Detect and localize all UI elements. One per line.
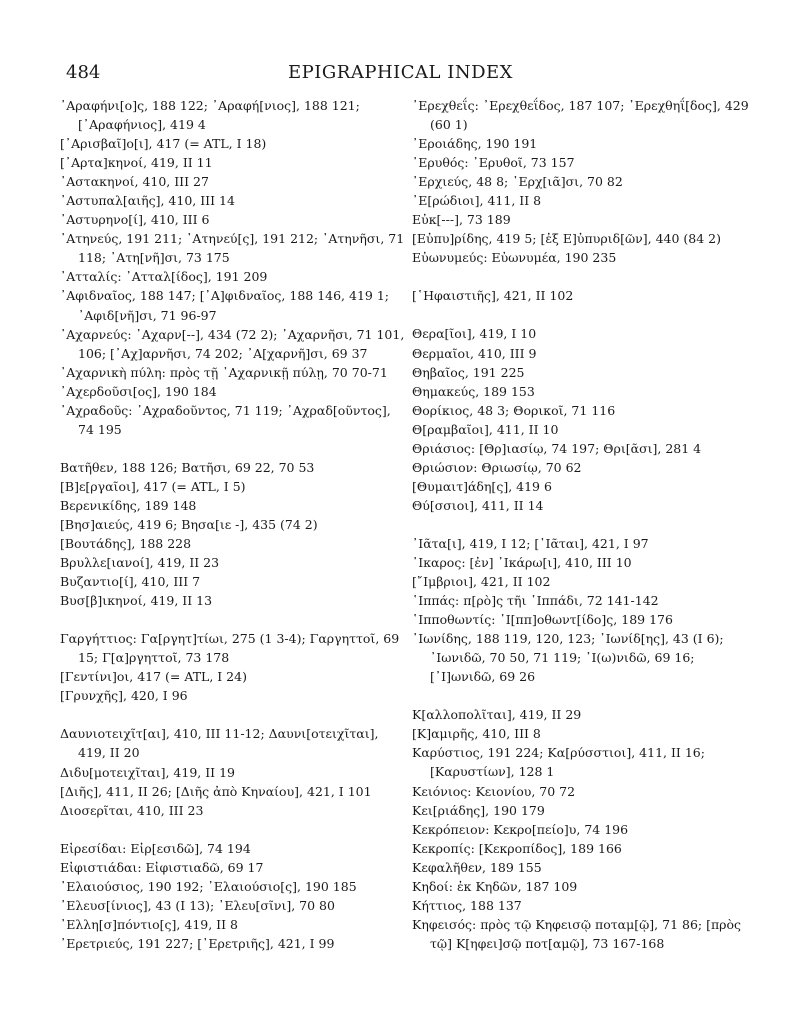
index-entry: Κει[ριάδης], 190 179 (412, 802, 545, 818)
index-entry: Διοσερῖται, 410, III 23 (60, 802, 204, 818)
index-entry: ῾Ιππάς: π[ρὸ]ς τῆι ῾Ιππάδι, 72 141-142 (412, 593, 659, 609)
index-entry: Κηδοί: ἐκ Κηδῶν, 187 109 (412, 878, 578, 894)
index-entry: Κεκρόπειον: Κεκρο[πείο]υ, 74 196 (412, 821, 629, 837)
index-entry: Κηφεισός: πρὸς τῷ Κηφεισῷ ποταμ[ῷ], 71 86; [πρὸς τῷ] Κ[ηφει]σῷ ποτ[αμῷ], 73 167-168 (412, 916, 742, 951)
index-entry: Κ[αλλοπολῖται], 419, II 29 (412, 707, 582, 723)
index-entry: [Β]ε[ργαῖοι], 417 (= ATL, I 5) (60, 478, 246, 494)
index-entry: [Βησ]αιεύς, 419 6; Βησα[ιε -], 435 (74 2) (60, 516, 318, 532)
group-gap (412, 686, 752, 705)
index-entry: Κεκροπίς: [Κεκροπίδος], 189 166 (412, 840, 622, 856)
index-entry: [Εὐπυ]ρίδης, 419 5; [ἐξ Ε]ὐπυριδ[ῶν], 440 (84 2) (412, 231, 722, 247)
index-entry: Θριάσιος: [Θρ]ιασίῳ, 74 197; Θρι[ᾶσι], 281 4 (412, 440, 702, 456)
index-entry: Θορίκιος, 48 3; Θορικοῖ, 71 116 (412, 402, 616, 418)
index-entry: ᾿Αχαρνικὴ πύλη: πρὸς τῇ ᾿Αχαρνικῇ πύλῃ, 70 70-71 (60, 364, 388, 380)
group-gap (412, 267, 752, 286)
index-entry: ᾿Ελαιούσιος, 190 192; ᾿Ελαιούσιο[ς], 190 185 (60, 878, 357, 894)
index-entry: Θ[ραμβαῖοι], 411, II 10 (412, 421, 559, 437)
group-gap (412, 305, 752, 324)
index-entry: [῎Ιμβριοι], 421, II 102 (412, 574, 551, 590)
index-entry: Βυσ[β]ικηνοί, 419, II 13 (60, 593, 213, 609)
index-entry: [᾿Αρτα]κηνοί, 419, II 11 (60, 155, 213, 171)
index-column-right (412, 96, 752, 953)
index-entry: ᾿Αραφήνι[ο]ς, 188 122; ᾿Αραφή[νιος], 188 121; [᾿Αραφήνιος], 419 4 (60, 98, 360, 133)
index-entry: ᾿Αχερδοῦσι[ος], 190 184 (60, 383, 217, 399)
index-entry: [Θυμαιτ]άδη[ς], 419 6 (412, 478, 552, 494)
index-entry: ᾿Εροιάδης, 190 191 (412, 136, 538, 152)
index-entry: ᾿Ικαρος: [ἐν] ᾿Ικάρω[ι], 410, III 10 (412, 554, 632, 570)
index-entry: ᾿Ε[ρώδιοι], 411, II 8 (412, 193, 542, 209)
index-entry: ᾿Ιᾶτα[ι], 419, I 12; [᾿Ιᾶται], 421, I 97 (412, 535, 649, 551)
index-entry: Εἰφιστιάδαι: Εἰφιστιαδῶ, 69 17 (60, 859, 264, 875)
index-entry: Καρύστιος, 191 224; Κα[ρύσστιοι], 411, II 16; [Καρυστίων], 128 1 (412, 745, 705, 780)
index-entry: ᾿Αχαρνεύς: ᾿Αχαρν[--], 434 (72 2); ᾿Αχαρνῆσι, 71 101, 106; [᾿Αχ]αρνῆσι, 74 202; ᾿Α[χαρνῆ]σι, 69 37 (60, 326, 405, 361)
index-entry: Θύ[σσιοι], 411, II 14 (412, 497, 544, 513)
group-gap (60, 439, 406, 458)
index-entry: Βυζαντιο[ί], 410, III 7 (60, 574, 201, 590)
page-title: EPIGRAPHICAL INDEX (288, 62, 513, 83)
index-entry: ᾿Ελευσ[ίνιος], 43 (I 13); ᾿Ελευ[σῖνι], 70 80 (60, 897, 335, 913)
index-entry: Κήττιος, 188 137 (412, 897, 522, 913)
index-entry: ᾿Αστυρηνο[ί], 410, III 6 (60, 212, 210, 228)
index-entry: Βερενικίδης, 189 148 (60, 497, 197, 513)
index-entry: ᾿Αστυπαλ[αιῆς], 410, III 14 (60, 193, 235, 209)
index-entry: Βρυλλε[ιανοί], 419, II 23 (60, 555, 220, 571)
index-entry: ᾿Ατταλίς: ᾿Ατταλ[ίδος], 191 209 (60, 269, 268, 285)
index-entry: [Γρυνχῆς], 420, I 96 (60, 688, 188, 704)
index-column-left (60, 96, 406, 953)
index-entry: Θερμαῖοι, 410, III 9 (412, 345, 537, 361)
index-entry: ῾Ιπποθωντίς: ῾Ι[ππ]οθωντ[ίδο]ς, 189 176 (412, 612, 673, 628)
group-gap (60, 820, 406, 839)
index-entry: Θηβαῖος, 191 225 (412, 364, 525, 380)
group-gap (60, 610, 406, 629)
index-entry: ᾿Αφιδναῖος, 188 147; [᾿Α]φιδναῖος, 188 146, 419 1; ᾿Αφιδ[νῆ]σι, 71 96-97 (60, 288, 390, 323)
index-entry: Διδυ[μοτειχῖται], 419, II 19 (60, 764, 235, 780)
group-gap (60, 705, 406, 724)
index-entry: Θερα[ῖοι], 419, I 10 (412, 326, 537, 342)
index-entry: Εὐωνυμεύς: Εὐωνυμέα, 190 235 (412, 250, 617, 266)
index-entry: ᾿Αχραδοῦς: ᾿Αχραδοῦντος, 71 119; ᾿Αχραδ[οῦντος], 74 195 (60, 402, 391, 437)
index-entry: ᾿Ερεχθεΐς: ᾿Ερεχθεΐδος, 187 107; ᾿Ερεχθηΐ[δος], 429 (60 1) (412, 98, 749, 133)
index-entry: ᾿Ερχιεύς, 48 8; ᾿Ερχ[ιᾶ]σι, 70 82 (412, 174, 623, 190)
index-entry: ᾿Ερετριεύς, 191 227; [᾿Ερετριῆς], 421, I 99 (60, 935, 335, 951)
index-entry: Δαυνιοτειχῖτ[αι], 410, III 11-12; Δαυνι[οτειχῖται], 419, II 20 (60, 726, 379, 761)
index-entry: [Διῆς], 411, II 26; [Διῆς ἀπὸ Κηναίου], 421, I 101 (60, 783, 372, 799)
index-entry: Θημακεύς, 189 153 (412, 383, 535, 399)
index-entry: ᾿Ατηνεύς, 191 211; ᾿Ατηνεύ[ς], 191 212; ᾿Ατηνῆσι, 71 118; ᾿Ατη[νῆ]σι, 73 175 (60, 231, 405, 266)
index-entry: Εὐκ[---], 73 189 (412, 212, 511, 228)
index-entry: [῾Ηφαιστιῆς], 421, II 102 (412, 288, 574, 304)
index-entry: [Κ]αμιρῆς, 410, III 8 (412, 726, 541, 742)
index-entry: Κειόνιος: Κειονίου, 70 72 (412, 783, 576, 799)
index-entry: Εἰρεσίδαι: Εἰρ[εσιδῶ], 74 194 (60, 840, 251, 856)
index-entry: Βατῆθεν, 188 126; Βατῆσι, 69 22, 70 53 (60, 459, 315, 475)
group-gap (412, 515, 752, 534)
page-number: 484 (66, 62, 101, 83)
index-entry: Κεφαλῆθεν, 189 155 (412, 859, 542, 875)
index-entry: ᾿Ιωνίδης, 188 119, 120, 123; ᾿Ιωνίδ[ης], 43 (I 6); ᾿Ιωνιδῶ, 70 50, 71 119; ᾿Ι(ω)νιδῶ, 69 16; [᾿Ι]ωνιδῶ, 69 26 (412, 631, 724, 685)
index-entry: ᾿Ελλη[σ]πόντιο[ς], 419, II 8 (60, 916, 238, 932)
index-entry: [Γεντίνι]οι, 417 (= ATL, I 24) (60, 669, 247, 685)
index-entry: ᾿Ερυθός: ᾿Ερυθοῖ, 73 157 (412, 155, 575, 171)
index-entry: ᾿Αστακηνοί, 410, III 27 (60, 174, 209, 190)
index-entry: [Βουτάδης], 188 228 (60, 536, 192, 552)
index-entry: [᾿Αρισβαῖ]ο[ι], 417 (= ATL, I 18) (60, 136, 267, 152)
index-entry: Γαργήττιος: Γα[ργητ]τίωι, 275 (1 3-4); Γαργηττοῖ, 69 15; Γ[α]ργηττοῖ, 73 178 (60, 631, 400, 666)
index-entry: Θριώσιον: Θριωσίῳ, 70 62 (412, 459, 582, 475)
